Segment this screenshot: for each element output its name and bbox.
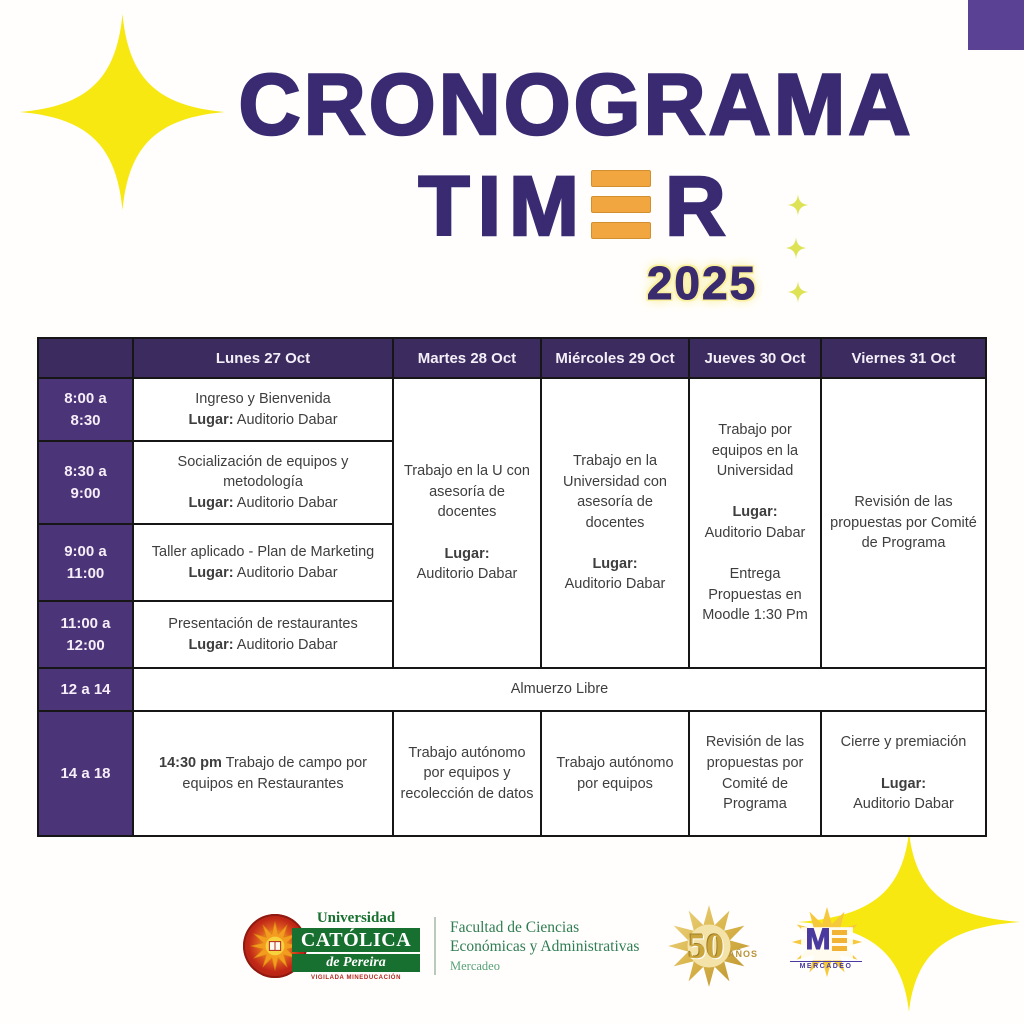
schedule-cell: Revisión de las propuestas por Comité de Programa [689, 711, 821, 836]
mercadeo-label: MERCADEO [790, 961, 862, 970]
day-header: Jueves 30 Oct [689, 338, 821, 378]
ucp-catolica: CATÓLICA [292, 928, 420, 952]
day-header: Viernes 31 Oct [821, 338, 986, 378]
time-cell: 8:30 a 9:00 [38, 441, 133, 524]
anniversary-number: 50 [688, 926, 724, 966]
corner-accent-square [968, 0, 1024, 50]
schedule-cell: 14:30 pm Trabajo de campo por equipos en Restaurantes [133, 711, 393, 836]
ucp-de-pereira: de Pereira [292, 954, 420, 973]
schedule-cell: Trabajo autónomo por equipos [541, 711, 689, 836]
faculty-text [450, 918, 646, 975]
mercadeo-logo [786, 905, 866, 987]
faculty-line2: Económicas y Administrativas [450, 938, 640, 955]
timer-suffix: R [664, 159, 734, 253]
schedule-cell: Trabajo autónomo por equipos y recolección de datos [393, 711, 541, 836]
page-title: CRONOGRAMA [238, 57, 914, 153]
schedule-cell: Presentación de restaurantes Lugar: Auditorio Dabar [133, 601, 393, 668]
footer-divider [434, 917, 436, 975]
schedule-cell: Almuerzo Libre [133, 668, 986, 711]
faculty-line1: Facultad de Ciencias [450, 918, 580, 936]
schedule-corner-header [38, 338, 133, 378]
faculty-line3: Mercadeo [450, 959, 500, 974]
schedule-cell: Trabajo en la Universidad con asesoría de docentes Lugar: Auditorio Dabar [541, 378, 689, 668]
schedule-cell: Trabajo en la U con asesoría de docentes Lugar: Auditorio Dabar [393, 378, 541, 668]
time-cell: 8:00 a 8:30 [38, 378, 133, 441]
ucp-logo [243, 911, 420, 982]
mercadeo-m: M [805, 923, 831, 956]
timer-e-bars-icon [591, 170, 651, 239]
ucp-wordmark [292, 911, 420, 982]
mercadeo-e-bars-icon [832, 930, 847, 951]
anniversary-50-logo [666, 903, 762, 989]
schedule-cell: Ingreso y Bienvenida Lugar: Auditorio Dabar [133, 378, 393, 441]
day-header: Lunes 27 Oct [133, 338, 393, 378]
mercadeo-monogram [786, 925, 866, 955]
year-label: 2025 [646, 257, 758, 309]
time-cell: 9:00 a 11:00 [38, 524, 133, 601]
time-cell: 11:00 a 12:00 [38, 601, 133, 668]
time-cell: 12 a 14 [38, 668, 133, 711]
anniversary-label: AÑOS [728, 949, 759, 959]
ucp-tagline: VIGILADA MINEDUCACIÓN [310, 975, 402, 982]
footer-logos [243, 902, 866, 990]
day-header: Martes 28 Oct [393, 338, 541, 378]
schedule-cell: Trabajo por equipos en la Universidad Lugar: Auditorio Dabar Entrega Propuestas en Moodle 1:30 Pm [689, 378, 821, 668]
schedule-cell: Cierre y premiación Lugar: Auditorio Dabar [821, 711, 986, 836]
schedule-cell: Socialización de equipos y metodología Lugar: Auditorio Dabar [133, 441, 393, 524]
ucp-universidad: Universidad [316, 909, 396, 926]
title-block [128, 57, 1024, 310]
day-header: Miércoles 29 Oct [541, 338, 689, 378]
schedule-table [37, 337, 987, 837]
schedule-cell: Revisión de las propuestas por Comité de Programa [821, 378, 986, 668]
title-word-timer [128, 159, 1024, 253]
time-cell: 14 a 18 [38, 711, 133, 836]
timer-prefix: TIM [418, 159, 587, 253]
schedule-cell: Taller aplicado - Plan de Marketing Lugar: Auditorio Dabar [133, 524, 393, 601]
